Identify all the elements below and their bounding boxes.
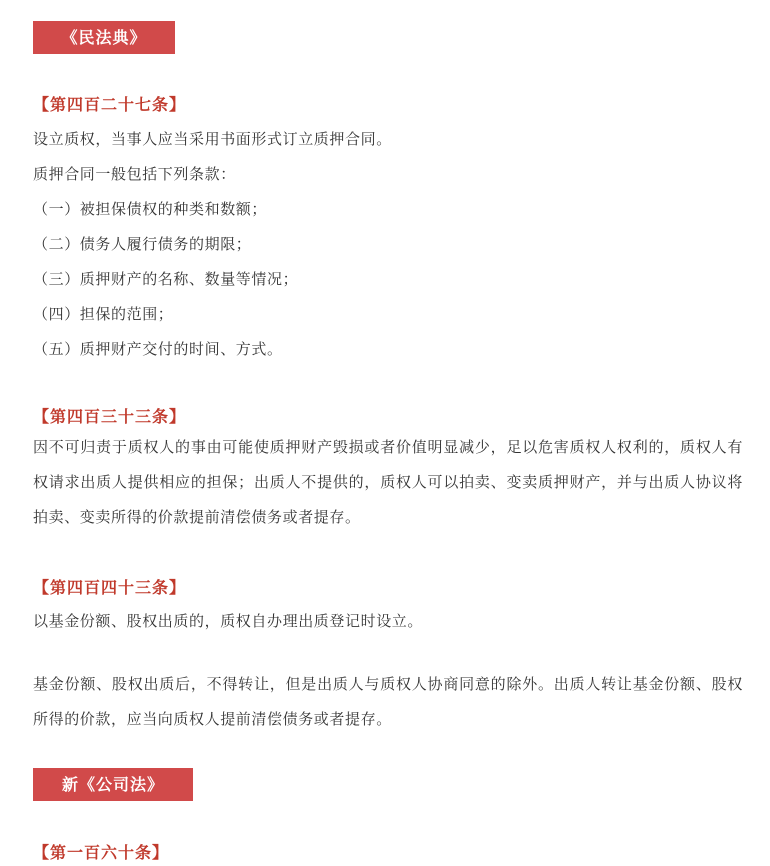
- article-443-paragraph-2: 基金份额、股权出质后，不得转让，但是出质人与质权人协商同意的除外。出质人转让基金份额、股权所得的价款，应当向质权人提前清偿债务或者提存。: [33, 675, 743, 728]
- article-427-item-4: （四）担保的范围；: [33, 305, 174, 323]
- article-427-item-2: （二）债务人履行债务的期限；: [33, 235, 252, 253]
- article-heading-160: 【第一百六十条】: [33, 843, 170, 862]
- article-heading-433: 【第四百三十三条】: [33, 407, 187, 426]
- article-427-item-1: （一）被担保债权的种类和数额；: [33, 200, 268, 218]
- article-427-line-2: 质押合同一般包括下列条款：: [33, 165, 236, 183]
- article-433-paragraph: 因不可归责于质权人的事由可能使质押财产毁损或者价值明显减少，足以危害质权人权利的，质权人有权请求出质人提供相应的担保；出质人不提供的，质权人可以拍卖、变卖质押财产，并与出质人协议将拍卖、变卖所得的价款提前清偿债务或者提存。: [33, 438, 743, 526]
- article-427-line-1: 设立质权，当事人应当采用书面形式订立质押合同。: [33, 130, 392, 148]
- article-heading-443: 【第四百四十三条】: [33, 578, 187, 597]
- section-badge-civil-code: 《民法典》: [33, 21, 175, 54]
- article-443-paragraph-1: 以基金份额、股权出质的，质权自办理出质登记时设立。: [33, 612, 424, 630]
- article-427-item-5: （五）质押财产交付的时间、方式。: [33, 340, 283, 358]
- article-heading-427: 【第四百二十七条】: [33, 95, 187, 114]
- section-badge-company-law: 新《公司法》: [33, 768, 193, 801]
- article-427-item-3: （三）质押财产的名称、数量等情况；: [33, 270, 299, 288]
